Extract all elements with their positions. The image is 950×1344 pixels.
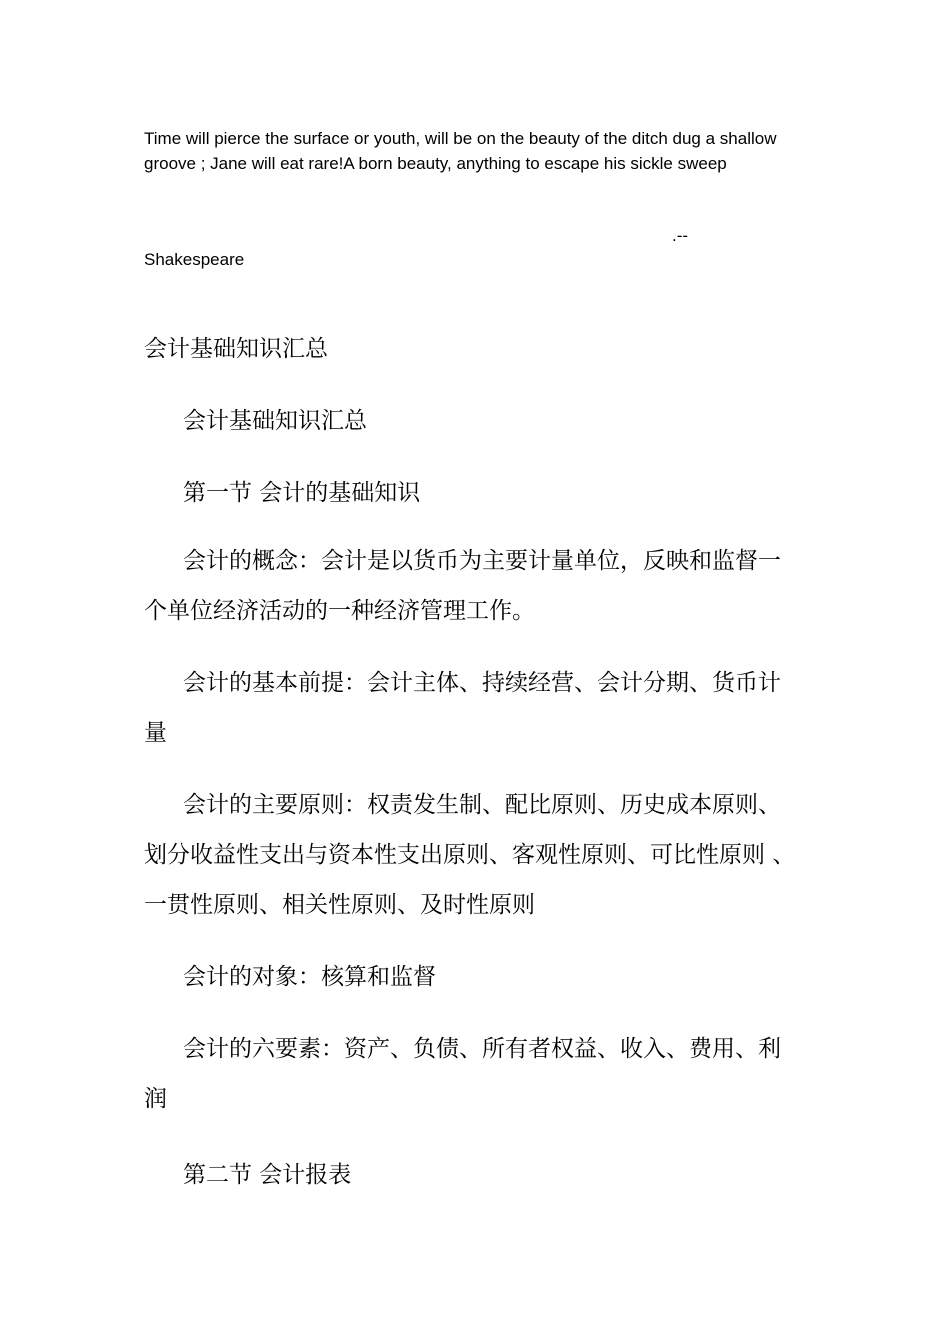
section-heading-2: 第二节 会计报表 bbox=[183, 1162, 352, 1188]
quote-dash: .-- bbox=[672, 226, 689, 245]
paragraph-main-principles: 会计的主要原则：权责发生制、配比原则、历史成本原则、 划分收益性支出与资本性支出原则、客观性原则、可比性原则 、 一贯性原则、相关性原则、及时性原则 bbox=[144, 792, 796, 918]
paragraph-basic-premises: 会计的基本前提：会计主体、持续经营、会计分期、货币计 量 bbox=[144, 670, 781, 746]
document-subtitle: 会计基础知识汇总 bbox=[183, 408, 367, 434]
quote-author: Shakespeare bbox=[144, 250, 245, 269]
paragraph-accounting-object: 会计的对象：核算和监督 bbox=[183, 964, 436, 990]
section-heading-1: 第一节 会计的基础知识 bbox=[183, 480, 421, 506]
paragraph-accounting-concept: 会计的概念：会计是以货币为主要计量单位，反映和监督一 个单位经济活动的一种经济管理工作。 bbox=[144, 548, 781, 624]
quote-text: Time will pierce the surface or youth, will be on the beauty of the ditch dug a shallow groove ; Jane will eat rare!A born beauty, anything to escape his sickle sweep bbox=[144, 129, 777, 173]
paragraph-six-elements: 会计的六要素：资产、负债、所有者权益、收入、费用、利 润 bbox=[144, 1036, 781, 1112]
document-title: 会计基础知识汇总 bbox=[144, 336, 328, 362]
